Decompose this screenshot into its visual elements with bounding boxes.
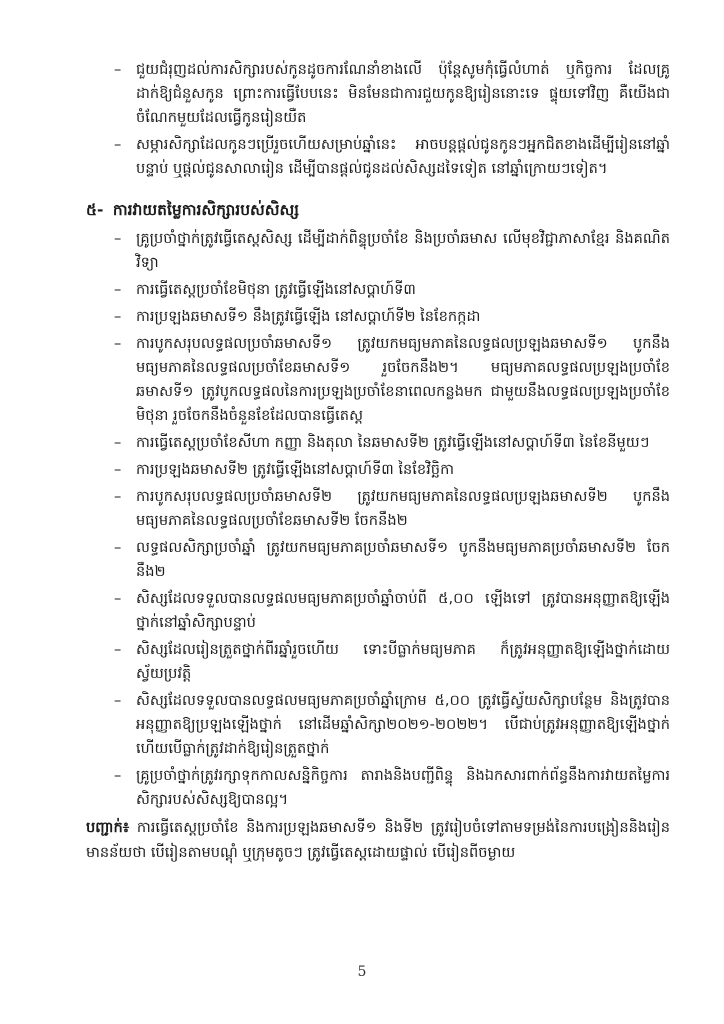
section-number: ៥- [86,201,104,219]
list-item [104,305,670,329]
list-item-text: សម្ភារសិក្សាដែលកូនៗប្រើរួចហើយសម្រាប់ឆ្នាំនេះ អាចបន្តផ្តល់ជូនកូនៗអ្នកជិតខាងដើម្បីរៀននៅឆ្នាំបន្ទាប់ ឬផ្តល់ជូនសាលារៀន ដើម្បីបានផ្តល់ជូនដល់សិស្សដទៃទៀត នៅឆ្នាំក្រោយៗទៀត។ [136,136,670,177]
page-number: 5 [357,964,367,980]
bullet-dash: – [114,539,122,556]
list-item [104,458,670,482]
page-content [86,58,670,865]
list-item [104,587,670,635]
list-item-text: គ្រូប្រចាំថ្នាក់ត្រូវរក្សាទុកកាលសន្និកិច្ចការ តារាងនិងបញ្ជីពិន្ទុ និងឯកសារពាក់ព័ន្ធនឹងការវាយតម្លៃការសិក្សារបស់សិស្សឱ្យបានល្អ។ [136,767,670,808]
list-item-text: លទ្ធផលសិក្សាប្រចាំឆ្នាំ ត្រូវយកមធ្យមភាគប្រចាំឆមាសទី១ បូកនឹងមធ្យមភាគប្រចាំឆមាសទី២ ចែកនឹង២ [136,539,670,580]
list-item [104,638,670,686]
list-item-text: សិស្សដែលទទួលបានលទ្ធផលមធ្យមភាគប្រចាំឆ្នាំក្រោម ៥,០០ ត្រូវធ្វើស្វ័យសិក្សាបន្ថែម និងត្រូវបានអនុញ្ញាតឱ្យប្រឡងឡើងថ្នាក់ នៅដើមឆ្នាំសិក្សា២០២១-២០២២។ បើជាប់ត្រូវអនុញ្ញាតឱ្យឡើងថ្នាក់ ហើយបើធ្លាក់ត្រូវដាក់ឱ្យរៀនត្រួតថ្នាក់ [136,692,670,757]
list-item [104,332,670,428]
bullet-dash: – [114,767,122,784]
list-item-text: ការបូកសរុបលទ្ធផលប្រចាំឆមាសទី២ ត្រូវយកមធ្យមភាគនៃលទ្ធផលប្រឡងឆមាសទី២ បូកនឹងមធ្យមភាគនៃលទ្ធផលប្រចាំខែឆមាសទី២ ចែកនឹង២ [136,488,670,529]
bullet-dash: – [114,692,122,709]
bullet-dash: – [114,461,122,478]
list-item [104,764,670,812]
bullet-dash: – [114,136,122,153]
list-item-text: ការធ្វើតេស្តប្រចាំខែមិថុនា ត្រូវធ្វើឡើងនៅសប្តាហ៍ទី៣ [136,281,416,298]
bullet-dash: – [114,308,122,325]
bullet-dash: – [114,230,122,247]
list-item-text: សិស្សដែលទទួលបានលទ្ធផលមធ្យមភាគប្រចាំឆ្នាំចាប់ពី ៥,០០ ឡើងទៅ ត្រូវបានអនុញ្ញាតឱ្យឡើងថ្នាក់នៅឆ្នាំសិក្សាបន្ទាប់ [136,590,670,631]
note-text: ការធ្វើតេស្តប្រចាំខែ និងការប្រឡងឆមាសទី១ និងទី២ ត្រូវរៀបចំទៅតាមទម្រង់នៃការបង្រៀននិងរៀន មានន័យថា បើរៀនតាមបណ្តុំ ឬក្រុមតូចៗ ត្រូវធ្វើតេស្តដោយផ្ទាល់ បើរៀនពីចម្ងាយ [86,819,670,861]
note-paragraph [86,815,670,865]
note-label: បញ្ជាក់៖ [86,819,130,836]
bullet-dash: – [114,434,122,451]
list-item-text: ការបូកសរុបលទ្ធផលប្រចាំឆមាសទី១ ត្រូវយកមធ្យមភាគនៃលទ្ធផលប្រឡងឆមាសទី១ បូកនឹងមធ្យមភាគនៃលទ្ធផលប្រចាំខែឆមាសទី១ រួចចែកនឹង២។ មធ្យមភាគលទ្ធផលប្រឡងប្រចាំខែឆមាសទី១ ត្រូវបូកលទ្ធផលនៃការប្រឡងប្រចាំខែនាពេលកន្លងមក ជាមួយនឹងលទ្ធផលប្រឡងប្រចាំខែមិថុនា រួចចែកនឹងចំនួនខែដែលបានធ្វើតេស្ត [136,335,670,424]
list-item [104,536,670,584]
list-item [104,431,670,455]
list-item [104,133,670,181]
list-item-text: ជួយជំរុញដល់ការសិក្សារបស់កូនដូចការណែនាំខាងលើ ប៉ុន្តែសូមកុំធ្វើលំហាត់ ឬកិច្ចការ ដែលគ្រូដាក់ឱ្យជំនួសកូន ព្រោះការធ្វើបែបនេះ មិនមែនជាការជួយកូនឱ្យរៀននោះទេ ផ្ទុយទៅវិញ គឺយើងជាចំណែកមួយដែលធ្វើកូនរៀនយឺត [136,61,670,126]
list-item-text: ការប្រឡងឆមាសទី១ នឹងត្រូវធ្វើឡើង នៅសប្តាហ៍ទី២ នៃខែកក្កដា [136,308,481,325]
list-item-text: សិស្សដែលរៀនត្រួតថ្នាក់ពីរឆ្នាំរួចហើយ ទោះបីធ្លាក់មធ្យមភាគ ក៏ត្រូវអនុញ្ញាតឱ្យឡើងថ្នាក់ដោយស្វ័យប្រវត្តិ [136,641,670,682]
list-item [104,689,670,761]
section-title: ការវាយតម្លៃការសិក្សារបស់សិស្ស [112,201,299,219]
bullet-dash: – [114,641,122,658]
bullet-dash: – [114,281,122,298]
bullet-dash: – [114,61,122,78]
list-item-text: ការប្រឡងឆមាសទី២ ត្រូវធ្វើឡើងនៅសប្តាហ៍ទី៣ នៃខែវិច្ឆិកា [136,461,454,478]
bullet-dash: – [114,335,122,352]
list-item-text: ការធ្វើតេស្តប្រចាំខែសីហា កញ្ញា និងតុលា នៃឆមាសទី២ ត្រូវធ្វើឡើងនៅសប្តាហ៍ទី៣ នៃខែនីមួយៗ [136,434,650,451]
bullet-dash: – [114,590,122,607]
list-item [104,278,670,302]
list-item [104,58,670,130]
section-heading [86,197,652,223]
bullet-dash: – [114,488,122,505]
list-item [104,227,670,275]
list-item [104,485,670,533]
list-item-text: គ្រូប្រចាំថ្នាក់ត្រូវធ្វើតេស្តសិស្ស ដើម្បីដាក់ពិន្ទុប្រចាំខែ និងប្រចាំឆមាស លើមុខវិជ្ជាភាសាខ្មែរ និងគណិតវិទ្យា [136,230,670,271]
